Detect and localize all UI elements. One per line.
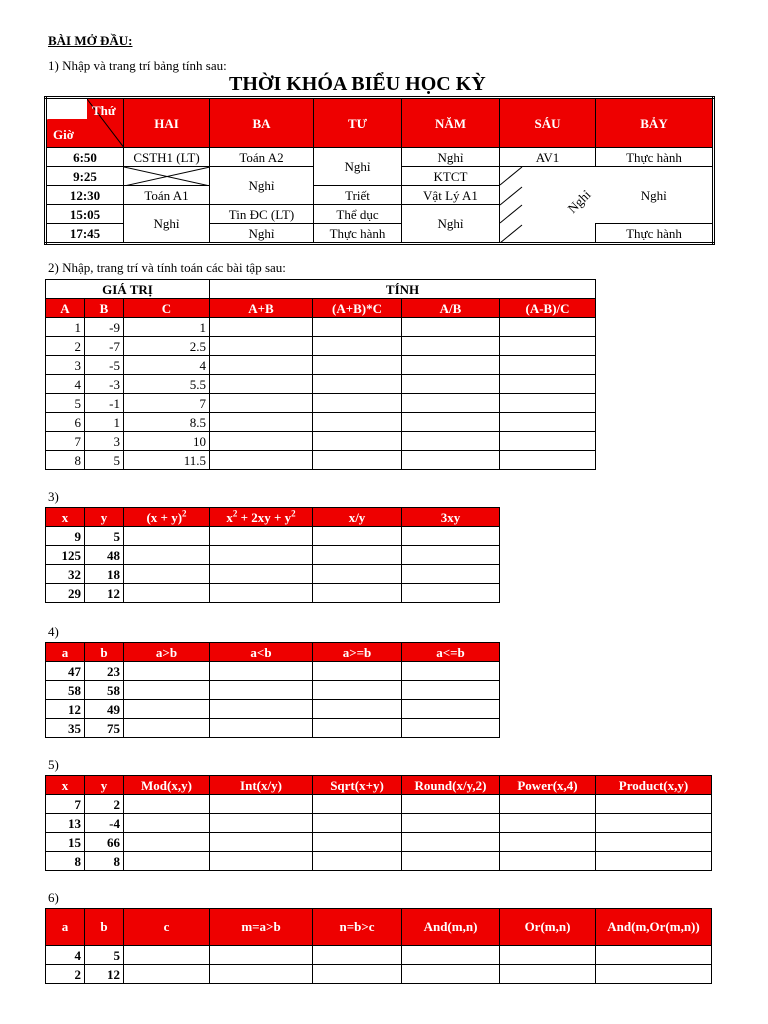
table-row: [46, 451, 596, 470]
col-header: x/y: [313, 508, 402, 527]
value-cell[interactable]: 4: [46, 375, 85, 394]
schedule-cell: Thực hành: [596, 148, 714, 167]
col-header: n=b>c: [313, 909, 402, 946]
day-header-ba: BA: [210, 98, 314, 148]
table-row: [46, 337, 596, 356]
schedule-cell: AV1: [500, 148, 596, 167]
empty-cell[interactable]: [402, 965, 500, 984]
empty-cell[interactable]: [402, 814, 500, 833]
empty-cell[interactable]: [313, 946, 402, 965]
empty-cell[interactable]: [210, 337, 313, 356]
table-row: [46, 965, 712, 984]
empty-cell[interactable]: [402, 356, 500, 375]
empty-cell[interactable]: [596, 814, 712, 833]
empty-cell[interactable]: [402, 451, 500, 470]
value-cell[interactable]: 8.5: [124, 413, 210, 432]
value-cell[interactable]: -4: [85, 814, 124, 833]
schedule-cell: Nghỉ: [314, 148, 402, 186]
value-cell[interactable]: 47: [46, 662, 85, 681]
schedule-cell: Thực hành: [314, 224, 402, 244]
corner-label-time: Giờ: [53, 127, 74, 142]
empty-cell[interactable]: [402, 337, 500, 356]
empty-cell[interactable]: [313, 375, 402, 394]
empty-cell[interactable]: [313, 318, 402, 337]
empty-cell[interactable]: [313, 662, 402, 681]
empty-cell[interactable]: [210, 700, 313, 719]
empty-cell[interactable]: [313, 965, 402, 984]
empty-cell[interactable]: [313, 356, 402, 375]
empty-cell[interactable]: [402, 394, 500, 413]
empty-cell[interactable]: [124, 527, 210, 546]
value-cell[interactable]: 7: [46, 432, 85, 451]
table-row: [46, 795, 712, 814]
empty-cell[interactable]: [500, 375, 596, 394]
page-heading: BÀI MỞ ĐẦU:: [48, 33, 133, 48]
empty-cell[interactable]: [313, 795, 402, 814]
empty-cell[interactable]: [500, 814, 596, 833]
schedule-cell: KTCT: [402, 167, 500, 186]
col-header: c: [124, 909, 210, 946]
schedule-cell: Toán A1: [124, 186, 210, 205]
value-cell[interactable]: 29: [46, 584, 85, 603]
empty-cell[interactable]: [124, 700, 210, 719]
diagonal-label: Nghỉ: [564, 187, 594, 216]
value-cell[interactable]: 12: [46, 700, 85, 719]
col-header: 3xy: [402, 508, 500, 527]
value-cell[interactable]: 13: [46, 814, 85, 833]
schedule-cell: Nghỉ: [124, 205, 210, 244]
empty-cell[interactable]: [124, 662, 210, 681]
day-header-sau: SÁU: [500, 98, 596, 148]
value-cell[interactable]: -5: [85, 356, 124, 375]
schedule-cell: CSTH1 (LT): [124, 148, 210, 167]
schedule-cell: Thực hành: [596, 224, 714, 244]
schedule-cell: Tin ĐC (LT): [210, 205, 314, 224]
col-header: Mod(x,y): [124, 776, 210, 795]
col-header: x: [46, 508, 85, 527]
empty-cell[interactable]: [596, 852, 712, 871]
empty-cell[interactable]: [313, 527, 402, 546]
empty-cell[interactable]: [124, 546, 210, 565]
empty-cell[interactable]: [210, 719, 313, 738]
empty-cell[interactable]: [402, 946, 500, 965]
group-header-values: GIÁ TRỊ: [46, 280, 210, 299]
col-header: a: [46, 643, 85, 662]
empty-cell[interactable]: [210, 946, 313, 965]
empty-cell[interactable]: [210, 527, 313, 546]
value-cell[interactable]: 4: [46, 946, 85, 965]
col-header: C: [124, 299, 210, 318]
value-cell[interactable]: 23: [85, 662, 124, 681]
empty-cell[interactable]: [402, 681, 500, 700]
value-cell[interactable]: 48: [85, 546, 124, 565]
col-header: Int(x/y): [210, 776, 313, 795]
col-header: And(m,Or(m,n)): [596, 909, 712, 946]
value-cell[interactable]: 7: [124, 394, 210, 413]
empty-cell[interactable]: [402, 565, 500, 584]
col-header: (A+B)*C: [313, 299, 402, 318]
section-6-prompt: 6): [48, 890, 59, 905]
empty-cell[interactable]: [124, 565, 210, 584]
empty-cell[interactable]: [210, 584, 313, 603]
empty-cell[interactable]: [402, 719, 500, 738]
empty-cell[interactable]: [313, 852, 402, 871]
empty-cell[interactable]: [124, 681, 210, 700]
empty-cell[interactable]: [500, 852, 596, 871]
empty-cell[interactable]: [210, 432, 313, 451]
empty-cell[interactable]: [402, 375, 500, 394]
col-header: b: [85, 643, 124, 662]
table-row: [46, 852, 712, 871]
empty-cell[interactable]: [313, 565, 402, 584]
value-cell[interactable]: 66: [85, 833, 124, 852]
empty-cell[interactable]: [210, 681, 313, 700]
col-header: (A-B)/C: [500, 299, 596, 318]
value-cell[interactable]: 6: [46, 413, 85, 432]
exercise-6-table: [45, 908, 712, 984]
empty-cell[interactable]: [210, 356, 313, 375]
col-header: y: [85, 776, 124, 795]
schedule-cell: Toán A2: [210, 148, 314, 167]
table-row: [46, 375, 596, 394]
value-cell[interactable]: 15: [46, 833, 85, 852]
col-header: Sqrt(x+y): [313, 776, 402, 795]
empty-cell[interactable]: [210, 546, 313, 565]
empty-cell[interactable]: [124, 795, 210, 814]
cross-lines: [124, 167, 210, 186]
empty-cell[interactable]: [124, 584, 210, 603]
schedule-cell: Nghỉ: [210, 167, 314, 205]
value-cell[interactable]: 3: [85, 432, 124, 451]
col-header: A: [46, 299, 85, 318]
empty-cell[interactable]: [500, 394, 596, 413]
empty-cell[interactable]: [210, 394, 313, 413]
empty-cell[interactable]: [596, 965, 712, 984]
exercise-2-table: [45, 279, 596, 470]
time-cell: 17:45: [46, 224, 124, 244]
empty-cell[interactable]: [402, 413, 500, 432]
diagonal-merged-cell: [500, 167, 596, 244]
value-cell[interactable]: 1: [124, 318, 210, 337]
empty-cell[interactable]: [500, 946, 596, 965]
value-cell[interactable]: 35: [46, 719, 85, 738]
table-row: [46, 833, 712, 852]
value-cell[interactable]: 10: [124, 432, 210, 451]
group-header-compute: TÍNH: [210, 280, 596, 299]
empty-cell[interactable]: [402, 546, 500, 565]
time-cell: 9:25: [46, 167, 124, 186]
table-row: [46, 546, 500, 565]
table-row: [46, 814, 712, 833]
day-header-tu: TƯ: [314, 98, 402, 148]
col-header: a>b: [124, 643, 210, 662]
value-cell[interactable]: 11.5: [124, 451, 210, 470]
schedule-cell: Nghỉ: [402, 148, 500, 167]
empty-cell[interactable]: [124, 946, 210, 965]
empty-cell[interactable]: [500, 337, 596, 356]
empty-cell[interactable]: [313, 700, 402, 719]
section-5-prompt: 5): [48, 757, 59, 772]
section-4-prompt: 4): [48, 624, 59, 639]
value-cell[interactable]: 8: [85, 852, 124, 871]
empty-cell[interactable]: [210, 852, 313, 871]
empty-cell[interactable]: [313, 584, 402, 603]
value-cell[interactable]: 5: [46, 394, 85, 413]
empty-cell[interactable]: [313, 814, 402, 833]
value-cell[interactable]: -3: [85, 375, 124, 394]
value-cell[interactable]: 58: [46, 681, 85, 700]
value-cell[interactable]: -7: [85, 337, 124, 356]
value-cell[interactable]: 8: [46, 852, 85, 871]
schedule-table: [44, 96, 715, 245]
empty-cell[interactable]: [313, 681, 402, 700]
empty-cell[interactable]: [402, 662, 500, 681]
empty-cell[interactable]: [500, 318, 596, 337]
exercise-4-table: [45, 642, 500, 738]
value-cell[interactable]: 3: [46, 356, 85, 375]
section-2-prompt: 2) Nhập, trang trí và tính toán các bài tập sau:: [48, 260, 286, 275]
col-header: Power(x,4): [500, 776, 596, 795]
value-cell[interactable]: 7: [46, 795, 85, 814]
empty-cell[interactable]: [500, 451, 596, 470]
day-header-bay: BẢY: [596, 98, 714, 148]
value-cell[interactable]: 5: [85, 946, 124, 965]
value-cell[interactable]: 12: [85, 584, 124, 603]
col-header: B: [85, 299, 124, 318]
empty-cell[interactable]: [124, 965, 210, 984]
time-cell: 6:50: [46, 148, 124, 167]
empty-cell[interactable]: [124, 833, 210, 852]
empty-cell[interactable]: [210, 375, 313, 394]
table-row: [46, 527, 500, 546]
value-cell[interactable]: 9: [46, 527, 85, 546]
empty-cell[interactable]: [210, 413, 313, 432]
section-3-prompt: 3): [48, 489, 59, 504]
empty-cell[interactable]: [500, 833, 596, 852]
empty-cell[interactable]: [402, 852, 500, 871]
col-header: a: [46, 909, 85, 946]
empty-cell[interactable]: [402, 700, 500, 719]
value-cell[interactable]: 1: [85, 413, 124, 432]
empty-cell[interactable]: [210, 318, 313, 337]
empty-cell[interactable]: [124, 814, 210, 833]
value-cell[interactable]: 12: [85, 965, 124, 984]
corner-header-cell: [46, 98, 124, 148]
table-row: [46, 432, 596, 451]
table-row: [46, 356, 596, 375]
empty-cell[interactable]: [500, 356, 596, 375]
value-cell[interactable]: 125: [46, 546, 85, 565]
day-header-hai: HAI: [124, 98, 210, 148]
table-row: [46, 394, 596, 413]
exercise-5-table: [45, 775, 712, 871]
col-header: A/B: [402, 299, 500, 318]
schedule-cell: Nghỉ: [402, 205, 500, 244]
empty-cell[interactable]: [210, 662, 313, 681]
value-cell[interactable]: 2: [46, 337, 85, 356]
empty-cell[interactable]: [313, 719, 402, 738]
empty-cell[interactable]: [402, 795, 500, 814]
value-cell[interactable]: -9: [85, 318, 124, 337]
value-cell[interactable]: 32: [46, 565, 85, 584]
col-header: m=a>b: [210, 909, 313, 946]
empty-cell[interactable]: [500, 965, 596, 984]
col-header: a<b: [210, 643, 313, 662]
value-cell[interactable]: 49: [85, 700, 124, 719]
empty-cell[interactable]: [596, 946, 712, 965]
col-header: Round(x/y,2): [402, 776, 500, 795]
empty-cell[interactable]: [210, 565, 313, 584]
empty-cell[interactable]: [500, 413, 596, 432]
empty-cell[interactable]: [596, 833, 712, 852]
value-cell[interactable]: 18: [85, 565, 124, 584]
empty-cell[interactable]: [124, 852, 210, 871]
col-header: And(m,n): [402, 909, 500, 946]
empty-cell[interactable]: [210, 965, 313, 984]
schedule-cell: Nghỉ: [596, 167, 714, 224]
empty-cell[interactable]: [210, 833, 313, 852]
table-row: [46, 584, 500, 603]
empty-cell[interactable]: [210, 795, 313, 814]
schedule-cell: Thể dục: [314, 205, 402, 224]
schedule-cell: Triết: [314, 186, 402, 205]
schedule-cell: Nghỉ: [210, 224, 314, 244]
empty-cell[interactable]: [313, 451, 402, 470]
value-cell[interactable]: 4: [124, 356, 210, 375]
col-header-sum-squared: $(x + y)^2$: [124, 508, 210, 527]
crossed-out-cell: [124, 167, 210, 186]
empty-cell[interactable]: [313, 413, 402, 432]
empty-cell[interactable]: [500, 795, 596, 814]
col-header: a<=b: [402, 643, 500, 662]
empty-cell[interactable]: [402, 833, 500, 852]
empty-cell[interactable]: [313, 337, 402, 356]
time-cell: 12:30: [46, 186, 124, 205]
table-row: [46, 946, 712, 965]
col-header: y: [85, 508, 124, 527]
empty-cell[interactable]: [500, 432, 596, 451]
empty-cell[interactable]: [596, 795, 712, 814]
table-row: [46, 565, 500, 584]
value-cell[interactable]: 58: [85, 681, 124, 700]
col-header: Or(m,n): [500, 909, 596, 946]
value-cell[interactable]: 1: [46, 318, 85, 337]
empty-cell[interactable]: [210, 814, 313, 833]
day-header-nam: NĂM: [402, 98, 500, 148]
empty-cell[interactable]: [313, 432, 402, 451]
table-row: [46, 318, 596, 337]
schedule-title: THỜI KHÓA BIỂU HỌC KỲ: [229, 73, 486, 95]
empty-cell[interactable]: [210, 451, 313, 470]
table-row: [46, 719, 500, 738]
table-row: [46, 681, 500, 700]
empty-cell[interactable]: [402, 432, 500, 451]
col-header: Product(x,y): [596, 776, 712, 795]
col-header: b: [85, 909, 124, 946]
table-row: [46, 700, 500, 719]
empty-cell[interactable]: [313, 833, 402, 852]
empty-cell[interactable]: [124, 719, 210, 738]
value-cell[interactable]: 2: [46, 965, 85, 984]
value-cell[interactable]: -1: [85, 394, 124, 413]
value-cell[interactable]: 2.5: [124, 337, 210, 356]
value-cell[interactable]: 8: [46, 451, 85, 470]
section-1-prompt: 1) Nhập và trang trí bảng tính sau:: [48, 58, 227, 73]
empty-cell[interactable]: [402, 318, 500, 337]
value-cell[interactable]: 5: [85, 527, 124, 546]
value-cell[interactable]: 5: [85, 451, 124, 470]
value-cell[interactable]: 75: [85, 719, 124, 738]
corner-label-day: Thứ: [92, 103, 116, 118]
exercise-3-table: [45, 507, 500, 603]
table-row: [46, 662, 500, 681]
time-cell: 15:05: [46, 205, 124, 224]
col-header: a>=b: [313, 643, 402, 662]
schedule-cell: Vật Lý A1: [402, 186, 500, 205]
empty-cell[interactable]: [313, 546, 402, 565]
col-header: x: [46, 776, 85, 795]
table-row: [46, 413, 596, 432]
value-cell[interactable]: 5.5: [124, 375, 210, 394]
col-header: A+B: [210, 299, 313, 318]
empty-cell[interactable]: [402, 584, 500, 603]
empty-cell[interactable]: [313, 394, 402, 413]
empty-cell[interactable]: [402, 527, 500, 546]
value-cell[interactable]: 2: [85, 795, 124, 814]
col-header-expansion: $x^2 + 2xy + y^2$: [210, 508, 313, 527]
